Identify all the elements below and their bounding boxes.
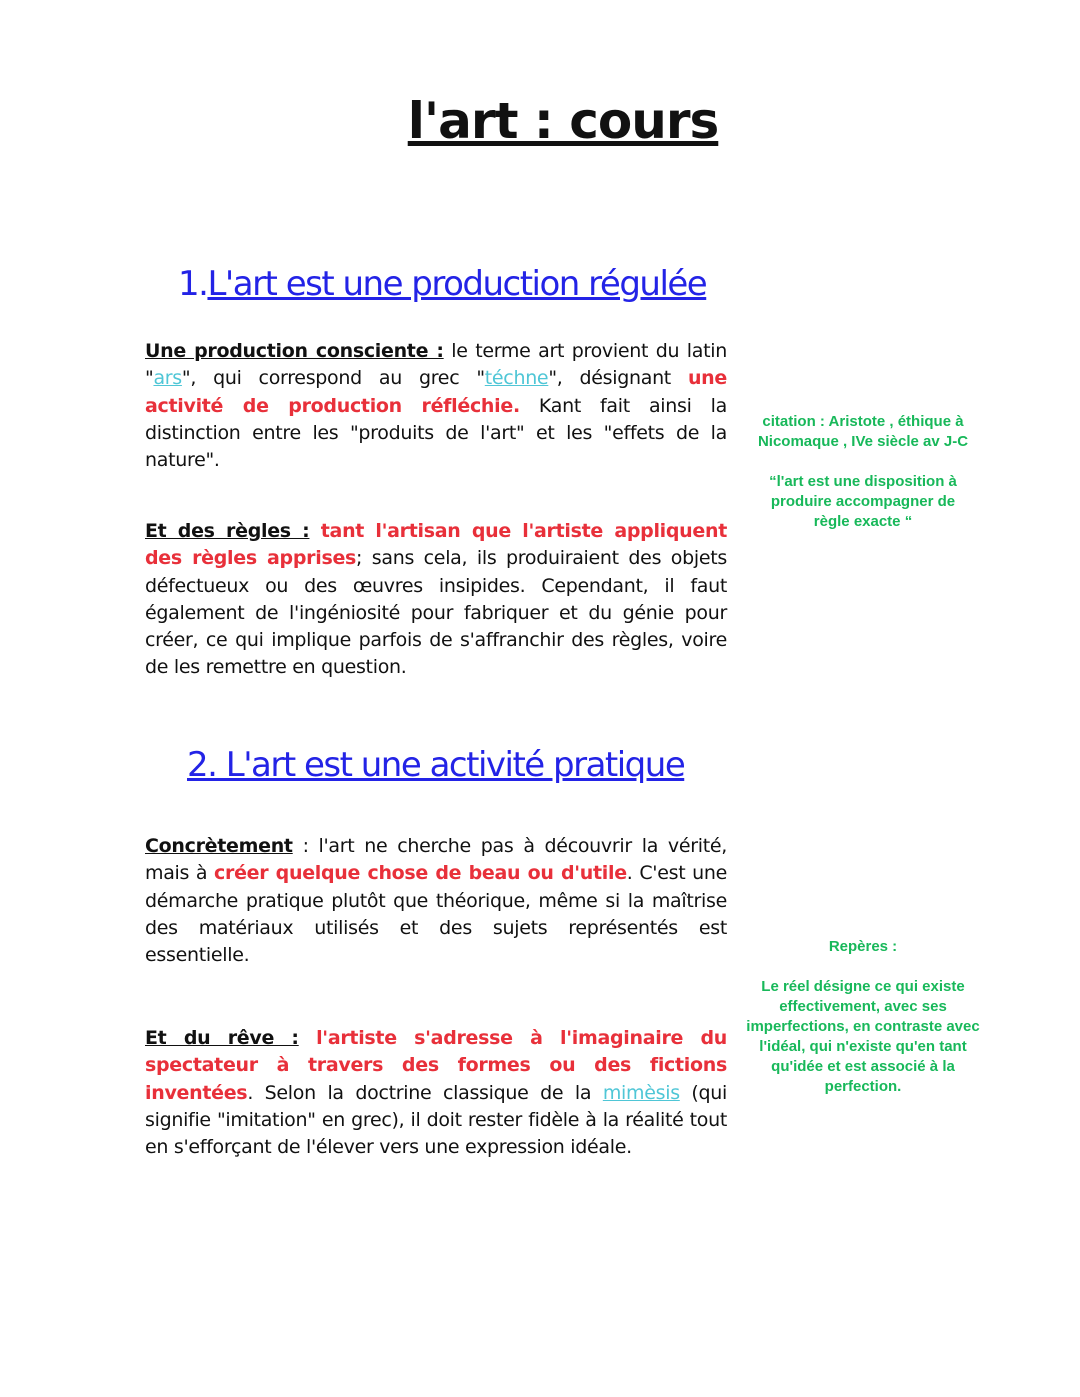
paragraph-regles — [145, 518, 727, 682]
page-title: l'art : cours — [407, 92, 719, 150]
text: ", désignant — [548, 367, 688, 390]
citation-source: citation : Aristote , éthique à Nicomaque , IVe siècle av J-C — [757, 413, 969, 450]
highlight: une activité de production réfléchie. — [145, 367, 727, 417]
highlight: créer quelque chose de beau ou d'utile — [214, 862, 627, 885]
link-techne[interactable]: téchne — [484, 367, 549, 390]
text: : l'art ne cherche pas à découvrir la vérité, mais à — [145, 835, 727, 885]
text: Kant fait ainsi la distinction entre les "produits de l'art" et les "effets de la nature". — [145, 394, 727, 472]
text: ", qui correspond au grec " — [181, 367, 485, 390]
sidebar-reperes — [742, 937, 984, 1117]
section-title: 2. L'art est une activité pratique — [187, 745, 685, 785]
text: ; sans cela, ils produiraient des objets défectueux ou des œuvres insipides. Cependant, il faut également de l'ingéniosité pour fabriquer et du génie pour créer, ce qui implique parfois de s'affranchir des règles, voire de les remettre en question. — [145, 547, 727, 679]
lead: Et du rêve : — [145, 1027, 299, 1049]
reperes-text: Le réel désigne ce qui existe effectivement, avec ses imperfections, en contraste avec l'idéal, qui n'existe qu'en tant qu'idée et est associé à la perfection. — [746, 978, 980, 1095]
lead: Une production consciente : — [145, 340, 444, 362]
lead: Et des règles : — [145, 520, 310, 542]
paragraph-production-consciente — [145, 338, 727, 474]
link-ars[interactable]: ars — [153, 367, 182, 390]
citation-quote: “l'art est une disposition à produire accompagner de règle exacte “ — [769, 473, 957, 530]
highlight: tant l'artisan que l'artiste appliquent des règles apprises — [145, 520, 727, 570]
link-mimesis[interactable]: mimèsis — [602, 1081, 680, 1104]
reperes-title: Repères : — [828, 938, 898, 955]
paragraph-reve — [145, 1025, 727, 1161]
section-2-heading — [187, 745, 684, 785]
text: (qui signifie "imitation" en grec), il doit rester fidèle à la réalité tout en s'efforçant de l'élever vers une expression idéale. — [145, 1081, 727, 1159]
highlight: l'artiste s'adresse à l'imaginaire du spectateur à travers des formes ou des fictions inventées — [145, 1027, 727, 1104]
section-title: L'art est une production régulée — [207, 264, 707, 304]
text: . Selon la doctrine classique de la — [247, 1081, 603, 1104]
section-number: 1. — [178, 264, 208, 304]
text: . C'est une démarche pratique plutôt que théorique, même si la maîtrise des matériaux utilisés et des sujets représentés est essentielle. — [145, 862, 728, 967]
section-1-heading — [178, 264, 706, 304]
sidebar-citation — [742, 412, 984, 552]
text: le terme art provient du latin " — [145, 340, 727, 390]
lead: Concrètement — [145, 835, 293, 857]
paragraph-concretement — [145, 833, 727, 969]
